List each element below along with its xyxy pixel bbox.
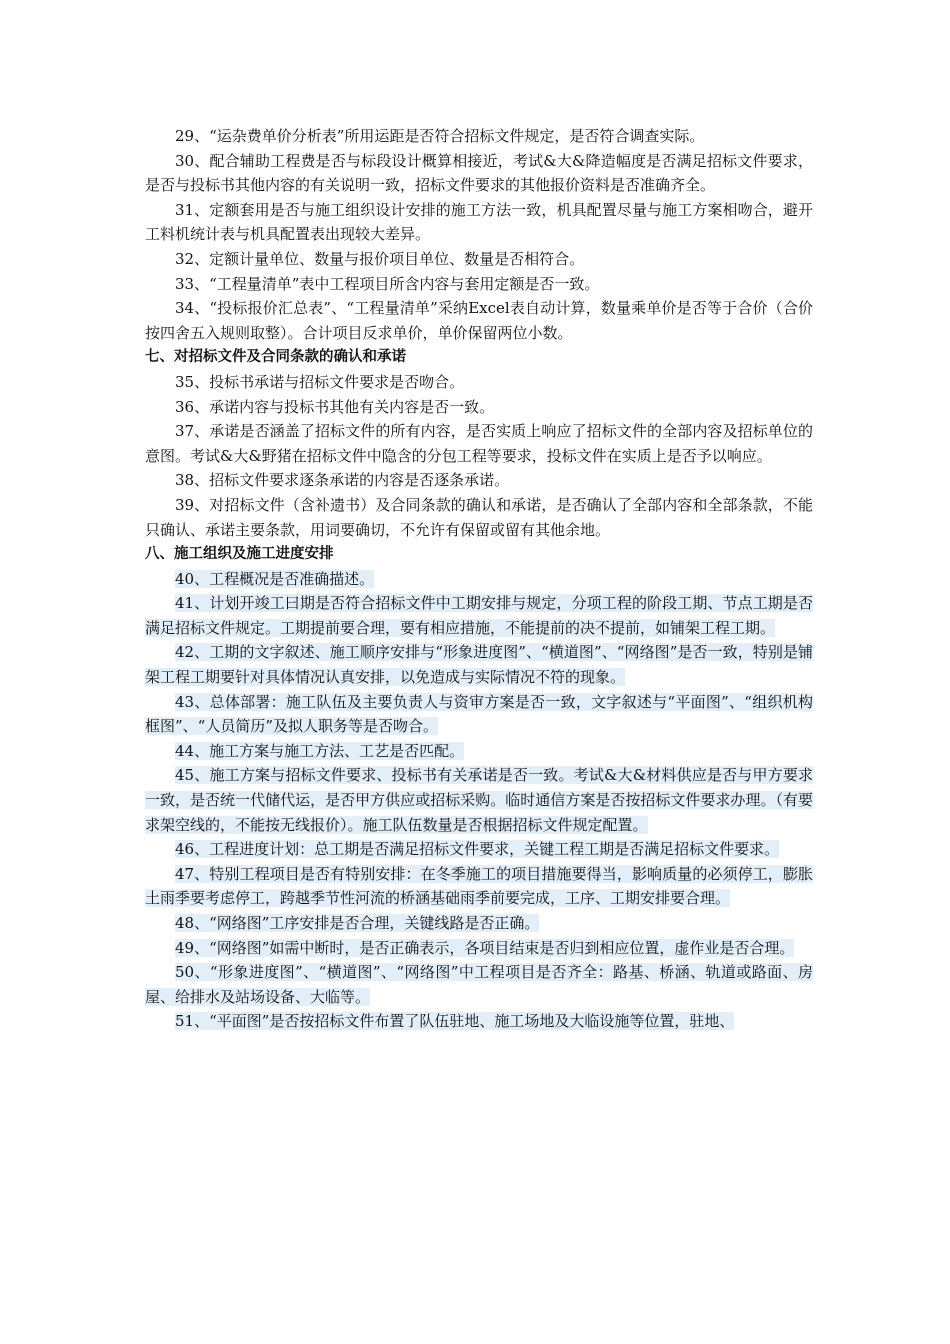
paragraph-37: 37、承诺是否涵盖了招标文件的所有内容，是否实质上响应了招标文件的全部内容及招标单位的意图。考试&大&野猪在招标文件中隐含的分包工程等要求，投标文件在实质上是否予以响应。: [145, 422, 813, 465]
paragraph-50: 50、“形象进度图”、“横道图”、“网络图”中工程项目是否齐全：路基、桥涵、轨道或路面、房屋、给排水及站场设备、大临等。: [145, 963, 813, 1006]
paragraph-45: 45、施工方案与招标文件要求、投标书有关承诺是否一致。考试&大&材料供应是否与甲方要求一致，是否统一代储代运，是否甲方供应或招标采购。临时通信方案是否按招标文件要求办理。（有要求架空线的，不能按无线报价）。施工队伍数量是否根据招标文件规定配置。: [145, 766, 813, 834]
paragraph-49: 49、“网络图”如需中断时，是否正确表示，各项目结束是否归到相应位置，虚作业是否合理。: [175, 938, 795, 957]
document-body: [145, 124, 813, 1034]
paragraph-48: 48、“网络图”工序安排是否合理，关键线路是否正确。: [175, 914, 540, 932]
section-heading-7: 七、对招标文件及合同条款的确认和承诺: [145, 349, 406, 366]
paragraph-29: 29、“运杂费单价分析表”所用运距是否符合招标文件规定，是否符合调查实际。: [175, 127, 705, 145]
paragraph-36: 36、承诺内容与投标书其他有关内容是否一致。: [175, 397, 495, 416]
paragraph-44: 44、施工方案与施工方法、工艺是否匹配。: [175, 741, 465, 760]
paragraph-39: 39、对招标文件（含补遗书）及合同条款的确认和承诺，是否确认了全部内容和全部条款，不能只确认、承诺主要条款，用词要确切，不允许有保留或留有其他余地。: [145, 495, 813, 539]
paragraph-30: 30、配合辅助工程费是否与标段设计概算相接近，考试&大&降造幅度是否满足招标文件要求，是否与投标书其他内容的有关说明一致，招标文件要求的其他报价资料是否准确齐全。: [145, 151, 813, 195]
paragraph-32: 32、定额计量单位、数量与报价项目单位、数量是否相符合。: [175, 249, 585, 268]
paragraph-31: 31、定额套用是否与施工组织设计安排的施工方法一致，机具配置尽量与施工方案相吻合，避开工料机统计表与机具配置表出现较大差异。: [145, 200, 813, 244]
paragraph-46: 46、工程进度计划：总工期是否满足招标文件要求，关键工程工期是否满足招标文件要求。: [175, 840, 780, 859]
paragraph-41: 41、计划开竣工曰期是否符合招标文件中工期安排与规定，分项工程的阶段工期、节点工期是否满足招标文件规定。工期提前要合理，要有相应措施，不能提前的决不提前，如铺架工程工期。: [145, 594, 813, 637]
paragraph-33: 33、“工程量清单”表中工程项目所含内容与套用定额是否一致。: [175, 274, 600, 293]
paragraph-40: 40、工程概况是否准确描述。: [175, 569, 375, 588]
paragraph-34: 34、“投标报价汇总表”、“工程量清单”采纳Excel表自动计算，数量乘单价是否等于合价（合价按四舍五入规则取整）。合计项目反求单价，单价保留两位小数。: [145, 299, 813, 342]
section-heading-8: 八、施工组织及施工进度安排: [145, 546, 334, 563]
paragraph-51: 51、“平面图”是否按招标文件布置了队伍驻地、施工场地及大临设施等位置，驻地、: [175, 1012, 735, 1031]
paragraph-43: 43、总体部署：施工队伍及主要负责人与资审方案是否一致，文字叙述与“平面图”、“组织机构框图”、“人员简历”及拟人职务等是否吻合。: [145, 692, 813, 736]
paragraph-38: 38、招标文件要求逐条承诺的内容是否逐条承诺。: [175, 471, 510, 490]
paragraph-47: 47、特别工程项目是否有特别安排：在冬季施工的项目措施要得当，影响质量的必须停工，膨胀土雨季要考虑停工，跨越季节性河流的桥涵基础雨季前要完成，工序、工期安排要合理。: [145, 864, 813, 908]
paragraph-42: 42、工期的文字叙述、施工顺序安排与“形象进度图”、“横道图”、“网络图”是否一致，特别是铺架工程工期要针对具体情况认真安排，以免造成与实际情况不符的现象。: [145, 643, 813, 687]
paragraph-35: 35、投标书承诺与招标文件要求是否吻合。: [175, 372, 465, 391]
